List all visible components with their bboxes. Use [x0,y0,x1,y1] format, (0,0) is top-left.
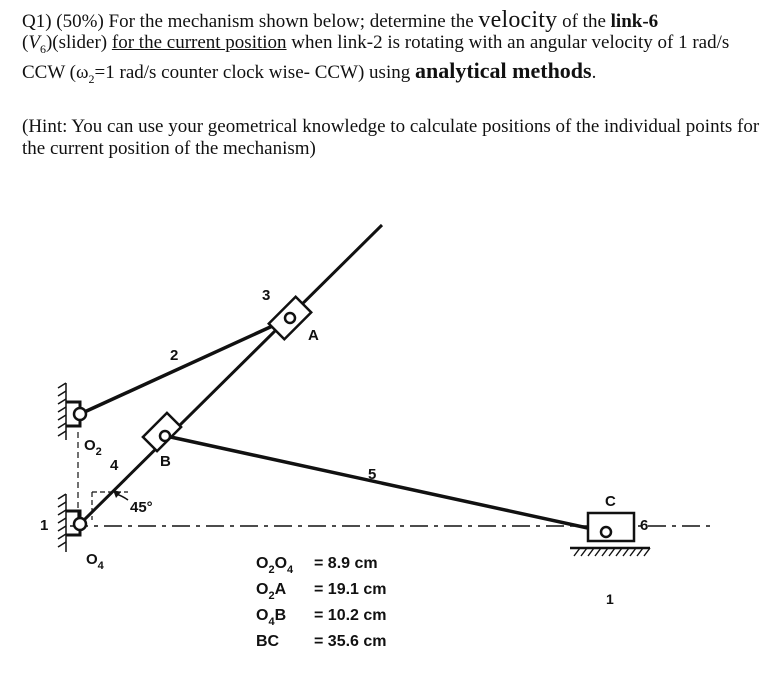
ground-o2-hatch [58,383,66,440]
v6-open: ( [22,32,29,53]
question-end: . [591,61,597,83]
pin-b [160,431,170,441]
link-label-1-left: 1 [40,517,49,534]
ground-o4-hatch [58,494,66,552]
pin-a [285,313,295,323]
point-label-o4: $O_4$ [86,551,104,572]
analytical-methods-text: analytical methods [414,57,592,83]
dim-bc: BC = 35.6 cm [256,633,387,650]
link-label-1-right: 1 [606,591,614,607]
v6-symbol: V [28,32,40,53]
point-label-a: A [308,327,319,344]
dim-o2a: $O_2A = 19.1$ cm [256,581,387,602]
velocity-word: velocity [478,7,558,33]
omega-symbol: ω [76,61,89,83]
point-label-c: C [605,493,616,510]
link-4 [82,225,382,522]
link6-text: link-6 [610,11,659,32]
current-position-text: for the current position [111,32,287,53]
angle-label: 45° [130,499,153,516]
v6-close: )(slider) [45,32,112,53]
omega-subscript: 2 [88,71,95,86]
hint-text: (Hint: You can use your geometrical knowledge to calculate positions of the individual points for the current position of the mechanism) [22,116,760,159]
link-label-4: 4 [110,457,119,474]
point-label-o2: $O_2$ [84,437,102,458]
dimension-list [256,555,387,650]
pin-o4 [74,518,86,530]
pin-c [601,527,611,537]
slider-6-block [588,513,634,541]
link-label-5: 5 [368,466,377,483]
question-omega-rest: =1 rad/s counter clock wise- CCW) using [94,61,415,83]
v6-subscript: 6 [39,41,46,56]
question-middle: when link-2 is rotating with an angular velocity of 1 rad/s CCW ( [22,32,730,83]
question-prefix: Q1) (50%) For the mechanism shown below; determine the [22,11,479,32]
link-label-3: 3 [262,287,271,304]
link-label-6: 6 [640,517,649,534]
link-5 [166,436,606,532]
dim-o2o4: $O_2O_4 = 8.9$ cm [256,555,378,576]
link-2 [80,318,290,414]
dim-o4b: $O_4B = 10.2$ cm [256,607,387,628]
of-the-text: of the [557,11,611,32]
pin-o2 [74,408,86,420]
link-label-2: 2 [170,347,179,364]
point-label-b: B [160,453,171,470]
